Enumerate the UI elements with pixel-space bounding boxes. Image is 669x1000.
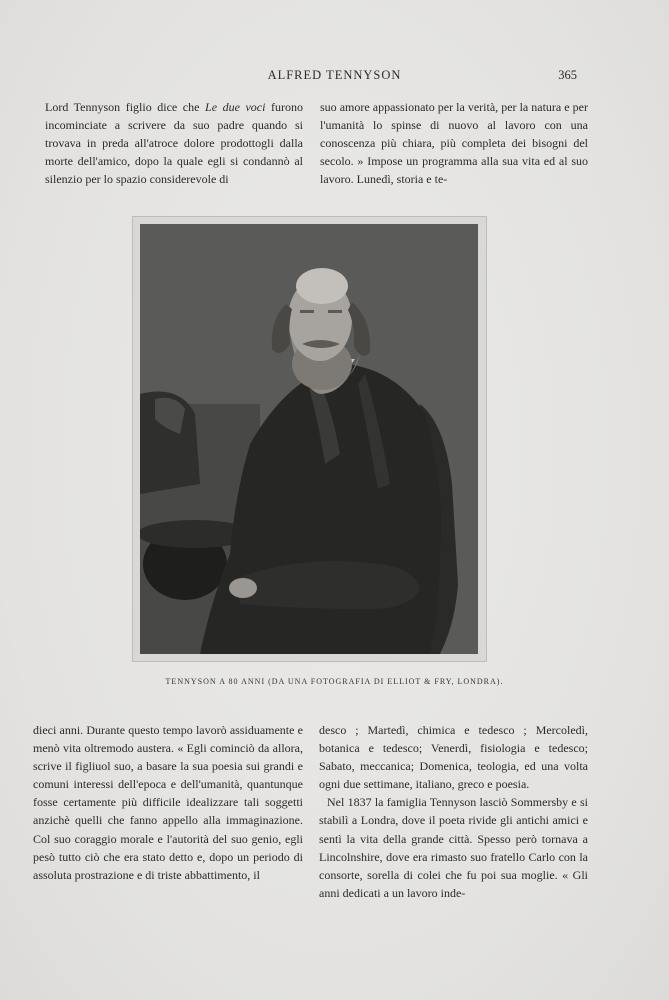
running-title: ALFRED TENNYSON — [267, 68, 402, 82]
portrait-illustration — [140, 224, 478, 654]
portrait-frame — [132, 216, 487, 662]
top-right-column — [320, 98, 588, 188]
top-right-paragraph: suo amore appassionato per la verità, per la natura e per l'umanità lo spinse di nuovo al lavoro con una conoscenza più chiara, più completa dei bisogni del secolo. » Impose un programma alla sua vita ed al suo lavoro. Lunedì, storia e te- — [320, 100, 588, 187]
bottom-left-paragraph: dieci anni. Durante questo tempo lavorò assiduamente e menò vita oltremodo austera. « Egli cominciò da allora, scrive il figliuol suo, a basare la sua poesia sui grandi e comuni interessi dell'epoca e dell'umanità, quantunque fosse certamente più difficile idealizzare tali soggetti anzichè quelli che fanno appello alla immaginazione. Col suo coraggio morale e l'autorità del suo genio, egli pesò tutto ciò che era stato detto e, dopo un periodo di assoluta prostrazione e di triste abbattimento, il — [33, 723, 303, 882]
top-left-text-start: Lord Tennyson figlio dice che — [45, 100, 206, 114]
top-left-text-rest: furono incominciate a scrivere da suo padre quando si trovava in preda all'atroce dolore prodottogli dalla morte dell'amico, dopo la quale egli si condannò al silenzio per lo spazio considerevole di — [45, 100, 304, 187]
bottom-right-column — [319, 721, 588, 902]
bottom-right-paragraph-1: desco ; Martedì, chimica e tedesco ; Mercoledì, botanica e tedesco; Venerdì, fisiologia e tedesco; Sabato, meccanica; Domenica, teologia, ed una volta ogni due settimane, italiano, greco e poesia. — [319, 723, 588, 792]
figure-caption: TENNYSON A 80 ANNI (DA UNA FOTOGRAFIA DI ELLIOT & FRY, LONDRA). — [165, 677, 504, 686]
work-title: Le due voci — [205, 100, 266, 114]
bottom-right-paragraph-2: Nel 1837 la famiglia Tennyson lasciò Sommersby e si stabilì a Londra, dove il poeta rivide gli antichi amici e sentì la vita della grande città. Spesso però tornava a Lincolnshire, dove era rimasto suo fratello Carlo con la consorte, sorella di colei che fu poi sua moglie. « Gli anni dedicati a un lavoro inde- — [319, 795, 588, 900]
bottom-left-column — [33, 721, 303, 884]
top-left-paragraph — [45, 98, 303, 188]
page-number: 365 — [558, 68, 577, 82]
portrait-photograph — [140, 224, 478, 654]
top-left-column — [45, 98, 303, 188]
